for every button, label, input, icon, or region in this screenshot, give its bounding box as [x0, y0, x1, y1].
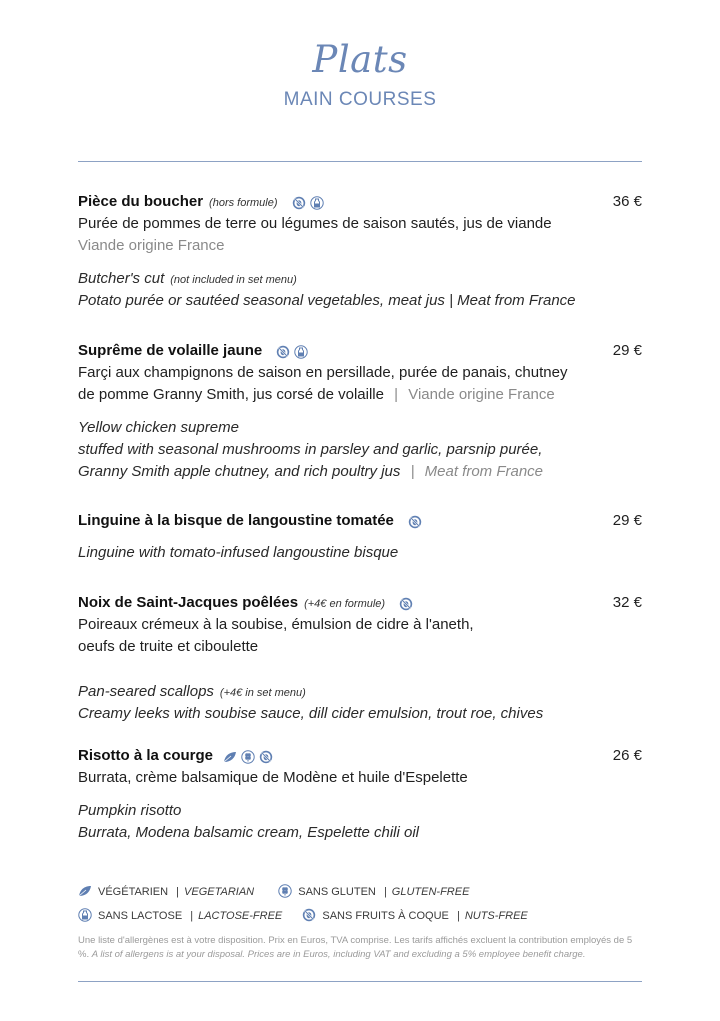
- allergen-disclaimer: [78, 934, 642, 961]
- legend-vegetarian-fr: VÉGÉTARIEN: [98, 886, 169, 898]
- dish-name-en: Yellow chicken supreme: [78, 419, 239, 436]
- dish-note: (hors formule): [209, 197, 278, 209]
- dish-note-en: (+4€ in set menu): [219, 687, 306, 699]
- gluten-free-icon: [278, 884, 292, 898]
- dish-name: Linguine à la bisque de langoustine tomatée: [78, 512, 394, 529]
- lactose-free-icon: [294, 345, 308, 359]
- lactose-free-icon: [310, 196, 324, 210]
- legend-lactose-en: LACTOSE-FREE: [198, 910, 283, 922]
- dish-origin-fr: Viande origine France: [408, 386, 555, 403]
- dish-price: 36 €: [612, 193, 642, 210]
- dish-description-en: stuffed with seasonal mushrooms in parsley and garlic, parsnip purée,: [78, 441, 543, 458]
- vegetarian-icon: [78, 884, 92, 898]
- page-subtitle: MAIN COURSES: [283, 89, 437, 110]
- dish-description-en: Burrata, Modena balsamic cream, Espelette chili oil: [78, 824, 419, 841]
- dish-name: Suprême de volaille jaune: [78, 342, 263, 359]
- legend-nuts-fr: SANS FRUITS À COQUE: [322, 910, 449, 922]
- separator: |: [394, 386, 399, 403]
- page-title: Plats: [312, 38, 408, 81]
- disclaimer-en: A list of allergens is at your disposal. Prices are in Euros, including VAT and excluding a 5% employee benefit charge.: [91, 948, 586, 960]
- allergen-icons: [276, 345, 312, 363]
- dish-note: (+4€ en formule): [304, 598, 386, 610]
- legend-gluten-fr: SANS GLUTEN: [298, 886, 376, 898]
- dish-origin-fr: Viande origine France: [78, 237, 225, 254]
- dish-price: 29 €: [612, 342, 642, 359]
- dish-name: Pièce du boucher: [78, 193, 204, 210]
- header-divider: [78, 161, 642, 162]
- dish-description-fr: Burrata, crème balsamique de Modène et huile d'Espelette: [78, 769, 468, 786]
- dish-description-en: Potato purée or sautéed seasonal vegetables, meat jus | Meat from France: [78, 292, 576, 309]
- dish-description-en: Creamy leeks with soubise sauce, dill cider emulsion, trout roe, chives: [78, 705, 544, 722]
- nuts-free-icon: [399, 597, 413, 611]
- legend-lactose-fr: SANS LACTOSE: [98, 910, 183, 922]
- allergen-icons: [408, 515, 426, 533]
- dish-price: 32 €: [612, 594, 642, 611]
- dish-price: 26 €: [612, 747, 642, 764]
- dish-description-fr-2: oeufs de truite et ciboulette: [78, 638, 259, 655]
- nuts-free-icon: [292, 196, 306, 210]
- dish-name: Risotto à la courge: [78, 747, 214, 764]
- dish-description-en-2: Granny Smith apple chutney, and rich poultry jus: [78, 463, 401, 480]
- separator: |: [190, 910, 194, 922]
- dish-description-fr: Poireaux crémeux à la soubise, émulsion de cidre à l'aneth,: [78, 616, 474, 633]
- legend-row-2: [78, 908, 528, 923]
- separator: |: [176, 886, 180, 898]
- dish-name-en: Pumpkin risotto: [78, 802, 182, 819]
- allergen-icons: [399, 597, 417, 615]
- dish-price: 29 €: [612, 512, 642, 529]
- nuts-free-icon: [302, 908, 316, 922]
- separator: |: [410, 463, 415, 480]
- separator: |: [383, 886, 387, 898]
- dish-description-fr-2: de pomme Granny Smith, jus corsé de volaille: [78, 386, 384, 403]
- dish-note-en: (not included in set menu): [170, 274, 297, 286]
- nuts-free-icon: [259, 750, 273, 764]
- separator: |: [456, 910, 460, 922]
- dish-name: Noix de Saint-Jacques poêlées: [78, 594, 299, 611]
- dish-description-en: Linguine with tomato-infused langoustine bisque: [78, 544, 399, 561]
- legend-row-1: [78, 884, 469, 899]
- allergen-icons: [223, 750, 277, 768]
- legend-vegetarian-en: VEGETARIAN: [184, 886, 255, 898]
- nuts-free-icon: [276, 345, 290, 359]
- dish-description-fr: Farçi aux champignons de saison en persillade, purée de panais, chutney: [78, 364, 568, 381]
- dish-name-en: Butcher's cut: [78, 270, 165, 287]
- gluten-free-icon: [241, 750, 255, 764]
- footer-divider: [78, 981, 642, 982]
- disclaimer-fr: Une liste d'allergènes est à votre disposition. Prix en Euros, TVA comprise. Les tarifs affichés excluent la contribution employés de 5 %.: [78, 935, 633, 960]
- dish-origin-en: Meat from France: [424, 463, 544, 480]
- legend-gluten-en: GLUTEN-FREE: [391, 886, 470, 898]
- vegetarian-icon: [223, 750, 237, 764]
- legend-nuts-en: NUTS-FREE: [464, 910, 528, 922]
- lactose-free-icon: [78, 908, 92, 922]
- allergen-icons: [292, 196, 328, 214]
- dish-description-fr: Purée de pommes de terre ou légumes de saison sautés, jus de viande: [78, 215, 552, 232]
- dish-name-en: Pan-seared scallops: [78, 683, 214, 700]
- nuts-free-icon: [408, 515, 422, 529]
